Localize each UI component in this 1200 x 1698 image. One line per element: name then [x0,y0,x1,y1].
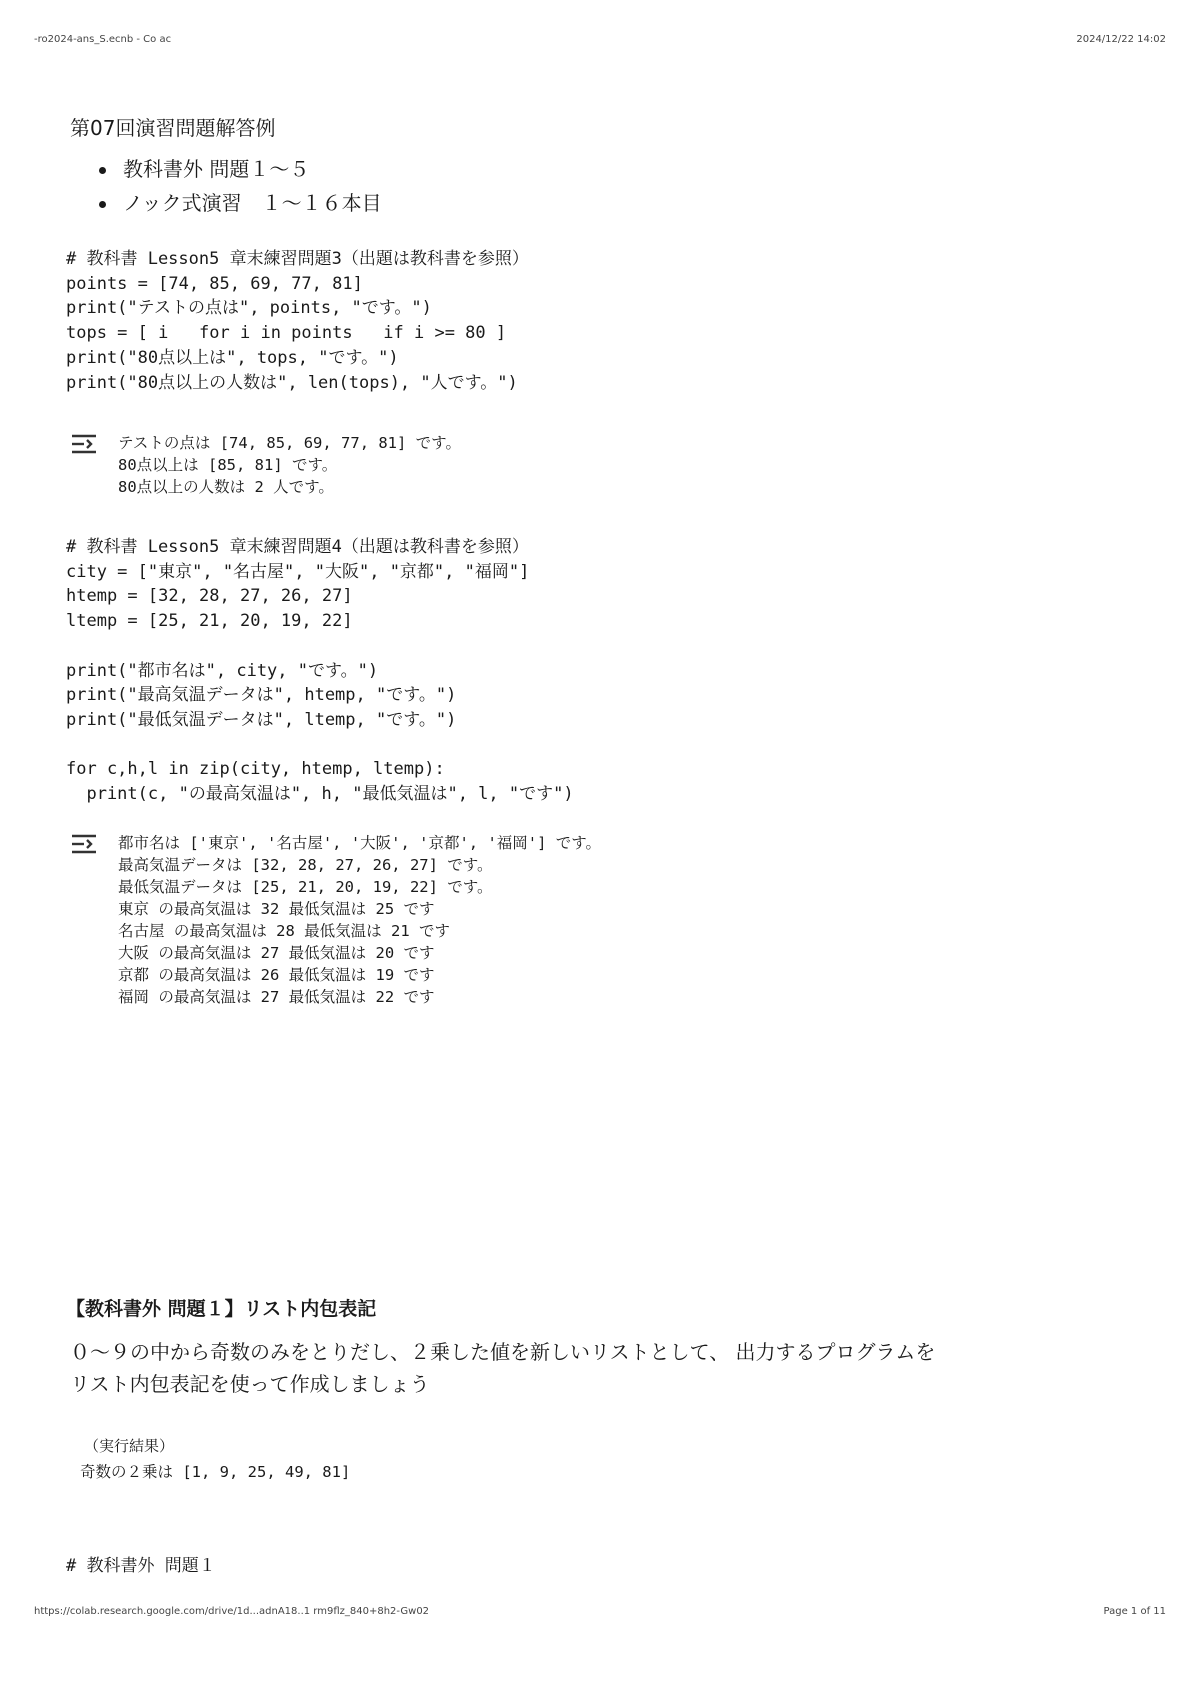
page-title: 第07回演習問題解答例 [70,116,276,140]
bullet-icon [99,201,106,208]
topic-list-item: 教科書外 問題１～５ [95,152,382,186]
code-line: for c,h,l in zip(city, htemp, ltemp): [66,759,445,780]
code-line: # 教科書 Lesson5 章末練習問題4（出題は教科書を参照） [66,537,529,557]
output-line: 名古屋 の最高気温は 28 最低気温は 21 です [118,922,450,940]
output-line: 東京 の最高気温は 32 最低気温は 25 です [118,900,435,918]
output-toggle-icon[interactable] [70,432,98,456]
code-cell-extra-q1[interactable]: # 教科書外 問題１ [66,1556,216,1576]
result-label: （実行結果） [84,1437,175,1455]
code-line: print("テストの点は", points, "です。") [66,298,432,319]
code-line [66,634,574,659]
output-line: 福岡 の最高気温は 27 最低気温は 22 です [118,988,435,1006]
code-line: print("80点以上は", tops, "です。") [66,347,399,368]
output-line: 80点以上は [85, 81] です。 [118,456,338,474]
print-footer-page-number: Page 1 of 11 [1103,1606,1166,1617]
code-line: city = ["東京", "名古屋", "大阪", "京都", "福岡"] [66,561,530,582]
code-cell-lesson5-q3[interactable] [66,247,529,395]
code-line: points = [74, 85, 69, 77, 81] [66,273,363,294]
code-line: print("80点以上の人数は", len(tops), "人です。") [66,372,518,393]
print-header-timestamp: 2024/12/22 14:02 [1076,34,1166,45]
code-line: print(c, "の最高気温は", h, "最低気温は", l, "です") [66,784,574,805]
code-line: print("最低気温データは", ltemp, "です。") [66,709,457,730]
output-line: 80点以上の人数は 2 人です。 [118,478,334,496]
topic-list-item: ノック式演習 １～１６本目 [95,186,382,220]
output-line: 大阪 の最高気温は 27 最低気温は 20 です [118,944,435,962]
output-line: テストの点は [74, 85, 69, 77, 81] です。 [118,434,461,452]
code-line [66,733,574,758]
bullet-icon [99,167,106,174]
code-line: print("都市名は", city, "です。") [66,660,379,681]
code-line: # 教科書 Lesson5 章末練習問題3（出題は教科書を参照） [66,249,529,269]
code-line: ltemp = [25, 21, 20, 19, 22] [66,611,353,632]
topic-list [95,152,382,220]
code-line: print("最高気温データは", htemp, "です。") [66,685,457,706]
exercise-heading: 【教科書外 問題１】リスト内包表記 [66,1298,377,1320]
output-toggle-icon[interactable] [70,832,98,856]
print-header-left: -ro2024-ans_S.ecnb - Co ac [34,34,172,45]
output-line: 都市名は ['東京', '名古屋', '大阪', '京都', '福岡'] です。 [118,834,602,852]
exercise-description: ０～９の中から奇数のみをとりだし、２乗した値を新しいリストとして、 出力するプログラムをリスト内包表記を使って作成しましょう [70,1340,936,1396]
output-line: 最高気温データは [32, 28, 27, 26, 27] です。 [118,856,493,874]
result-example: 奇数の２乗は [1, 9, 25, 49, 81] [80,1463,351,1481]
code-line: htemp = [32, 28, 27, 26, 27] [66,586,353,607]
code-line: tops = [ i for i in points if i >= 80 ] [66,323,507,344]
output-line: 最低気温データは [25, 21, 20, 19, 22] です。 [118,878,493,896]
output-line: 京都 の最高気温は 26 最低気温は 19 です [118,966,435,984]
code-cell-lesson5-q4[interactable] [66,535,574,807]
print-footer-url: https://colab.research.google.com/drive/1d...adnA18..1 rm9flz_840+8h2-Gw02 [34,1606,430,1617]
